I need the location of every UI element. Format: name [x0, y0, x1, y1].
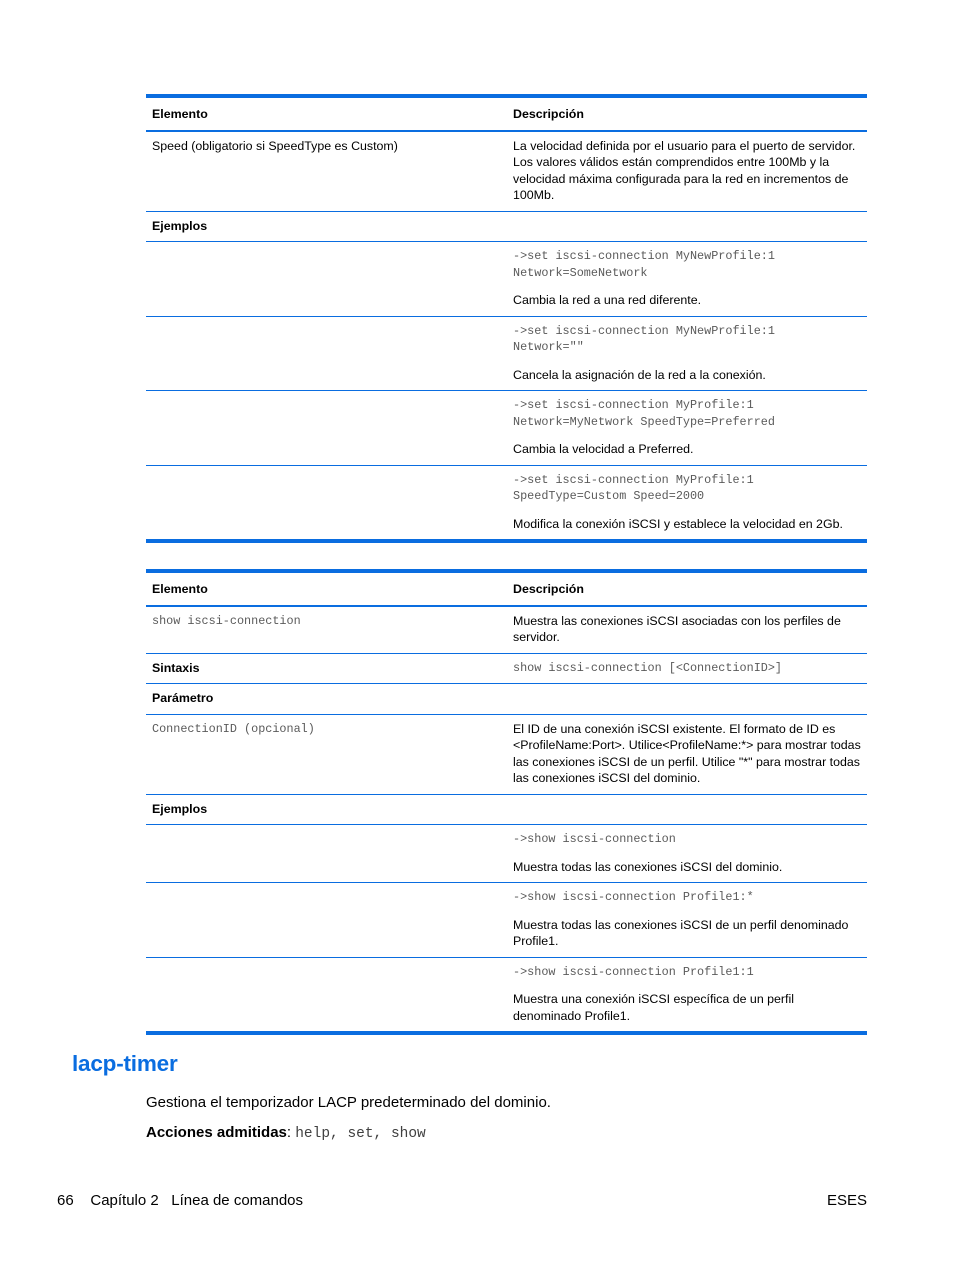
example-cell [507, 883, 867, 958]
example-description: Muestra todas las conexiones iSCSI de un perfil denominado Profile1. [513, 917, 849, 948]
example-command-code: ->set iscsi-connection MyProfile:1 SpeedType=Custom Speed=2000 [513, 472, 754, 503]
speed-element-cell: Speed (obligatorio si SpeedType es Custom) [146, 131, 507, 212]
examples-label-cell: Ejemplos [146, 211, 507, 242]
table-header-row [146, 96, 867, 131]
example-cell [507, 957, 867, 1033]
empty-cell [146, 883, 507, 958]
column-header-element: Elemento [146, 571, 507, 606]
parameter-description-cell: El ID de una conexión iSCSI existente. El formato de ID es <ProfileName:Port>. Utilice<ProfileName:*> para mostrar todas las conexiones iSCSI de un perfil. Utilice "*" para mostrar todas las conexiones iSCSI del dominio. [507, 714, 867, 794]
example-cell [507, 391, 867, 466]
example-command-code: ->show iscsi-connection Profile1:1 [513, 964, 754, 979]
example-row [146, 825, 867, 883]
section-heading: lacp-timer [72, 1051, 178, 1076]
table-row [146, 714, 867, 794]
example-command-code: ->set iscsi-connection MyNewProfile:1 Network="" [513, 323, 775, 354]
empty-cell [507, 794, 867, 825]
empty-cell [146, 825, 507, 883]
empty-cell [146, 316, 507, 391]
example-description: Muestra una conexión iSCSI específica de un perfil denominado Profile1. [513, 992, 795, 1023]
example-row [146, 465, 867, 541]
example-cell [507, 242, 867, 317]
table-row [146, 794, 867, 825]
example-row [146, 957, 867, 1033]
example-row [146, 883, 867, 958]
table-row [146, 606, 867, 654]
command-description-cell: Muestra las conexiones iSCSI asociadas con los perfiles de servidor. [507, 606, 867, 654]
empty-cell [507, 211, 867, 242]
show-iscsi-connection-table [146, 569, 867, 1035]
example-description: Cancela la asignación de la red a la conexión. [513, 367, 766, 382]
empty-cell [507, 684, 867, 715]
example-row [146, 391, 867, 466]
table-header-row [146, 571, 867, 606]
example-command-code: ->show iscsi-connection Profile1:* [513, 890, 754, 904]
empty-cell [146, 391, 507, 466]
example-description: Modifica la conexión iSCSI y establece la velocidad en 2Gb. [513, 516, 843, 531]
example-row [146, 316, 867, 391]
column-header-element: Elemento [146, 96, 507, 131]
example-description: Cambia la red a una red diferente. [513, 293, 702, 307]
command-element-cell: show iscsi-connection [146, 606, 507, 654]
supported-actions [146, 1124, 426, 1142]
table-row [146, 131, 867, 212]
set-iscsi-connection-table [146, 94, 867, 543]
parameter-element-cell: ConnectionID (opcional) [146, 714, 507, 794]
supported-actions-label: Acciones admitidas [146, 1124, 287, 1141]
table-row [146, 211, 867, 242]
example-command-code: ->show iscsi-connection [513, 832, 676, 846]
section-description: Gestiona el temporizador LACP predeterminado del dominio. [146, 1094, 551, 1111]
example-description: Muestra todas las conexiones iSCSI del dominio. [513, 859, 783, 874]
table-row [146, 653, 867, 684]
supported-actions-value: help, set, show [295, 1126, 426, 1142]
examples-label-cell: Ejemplos [146, 794, 507, 825]
example-cell [507, 465, 867, 541]
speed-description-cell: La velocidad definida por el usuario para el puerto de servidor. Los valores válidos están comprendidos entre 100Mb y la velocidad máxima configurada para la red en incrementos de 100Mb. [507, 131, 867, 212]
column-header-description: Descripción [507, 571, 867, 606]
empty-cell [146, 242, 507, 317]
example-command-code: ->set iscsi-connection MyNewProfile:1 Network=SomeNetwork [513, 249, 775, 280]
page-number: 66 [57, 1192, 74, 1209]
supported-actions-separator: : [286, 1124, 296, 1141]
example-command-code: ->set iscsi-connection MyProfile:1 Network=MyNetwork SpeedType=Preferred [513, 398, 775, 429]
empty-cell [146, 957, 507, 1033]
example-cell [507, 316, 867, 391]
empty-cell [146, 465, 507, 541]
parameter-label-cell: Parámetro [146, 684, 507, 715]
syntax-value-cell: show iscsi-connection [<ConnectionID>] [507, 653, 867, 684]
chapter-label: Capítulo 2 [90, 1192, 159, 1209]
table-row [146, 684, 867, 715]
example-description: Cambia la velocidad a Preferred. [513, 442, 694, 456]
example-row [146, 242, 867, 317]
chapter-title: Línea de comandos [171, 1192, 304, 1209]
syntax-label-cell: Sintaxis [146, 653, 507, 684]
column-header-description: Descripción [507, 96, 867, 131]
page-footer-locale: ESES [826, 1192, 867, 1209]
page-footer-left [57, 1192, 303, 1209]
example-cell [507, 825, 867, 883]
